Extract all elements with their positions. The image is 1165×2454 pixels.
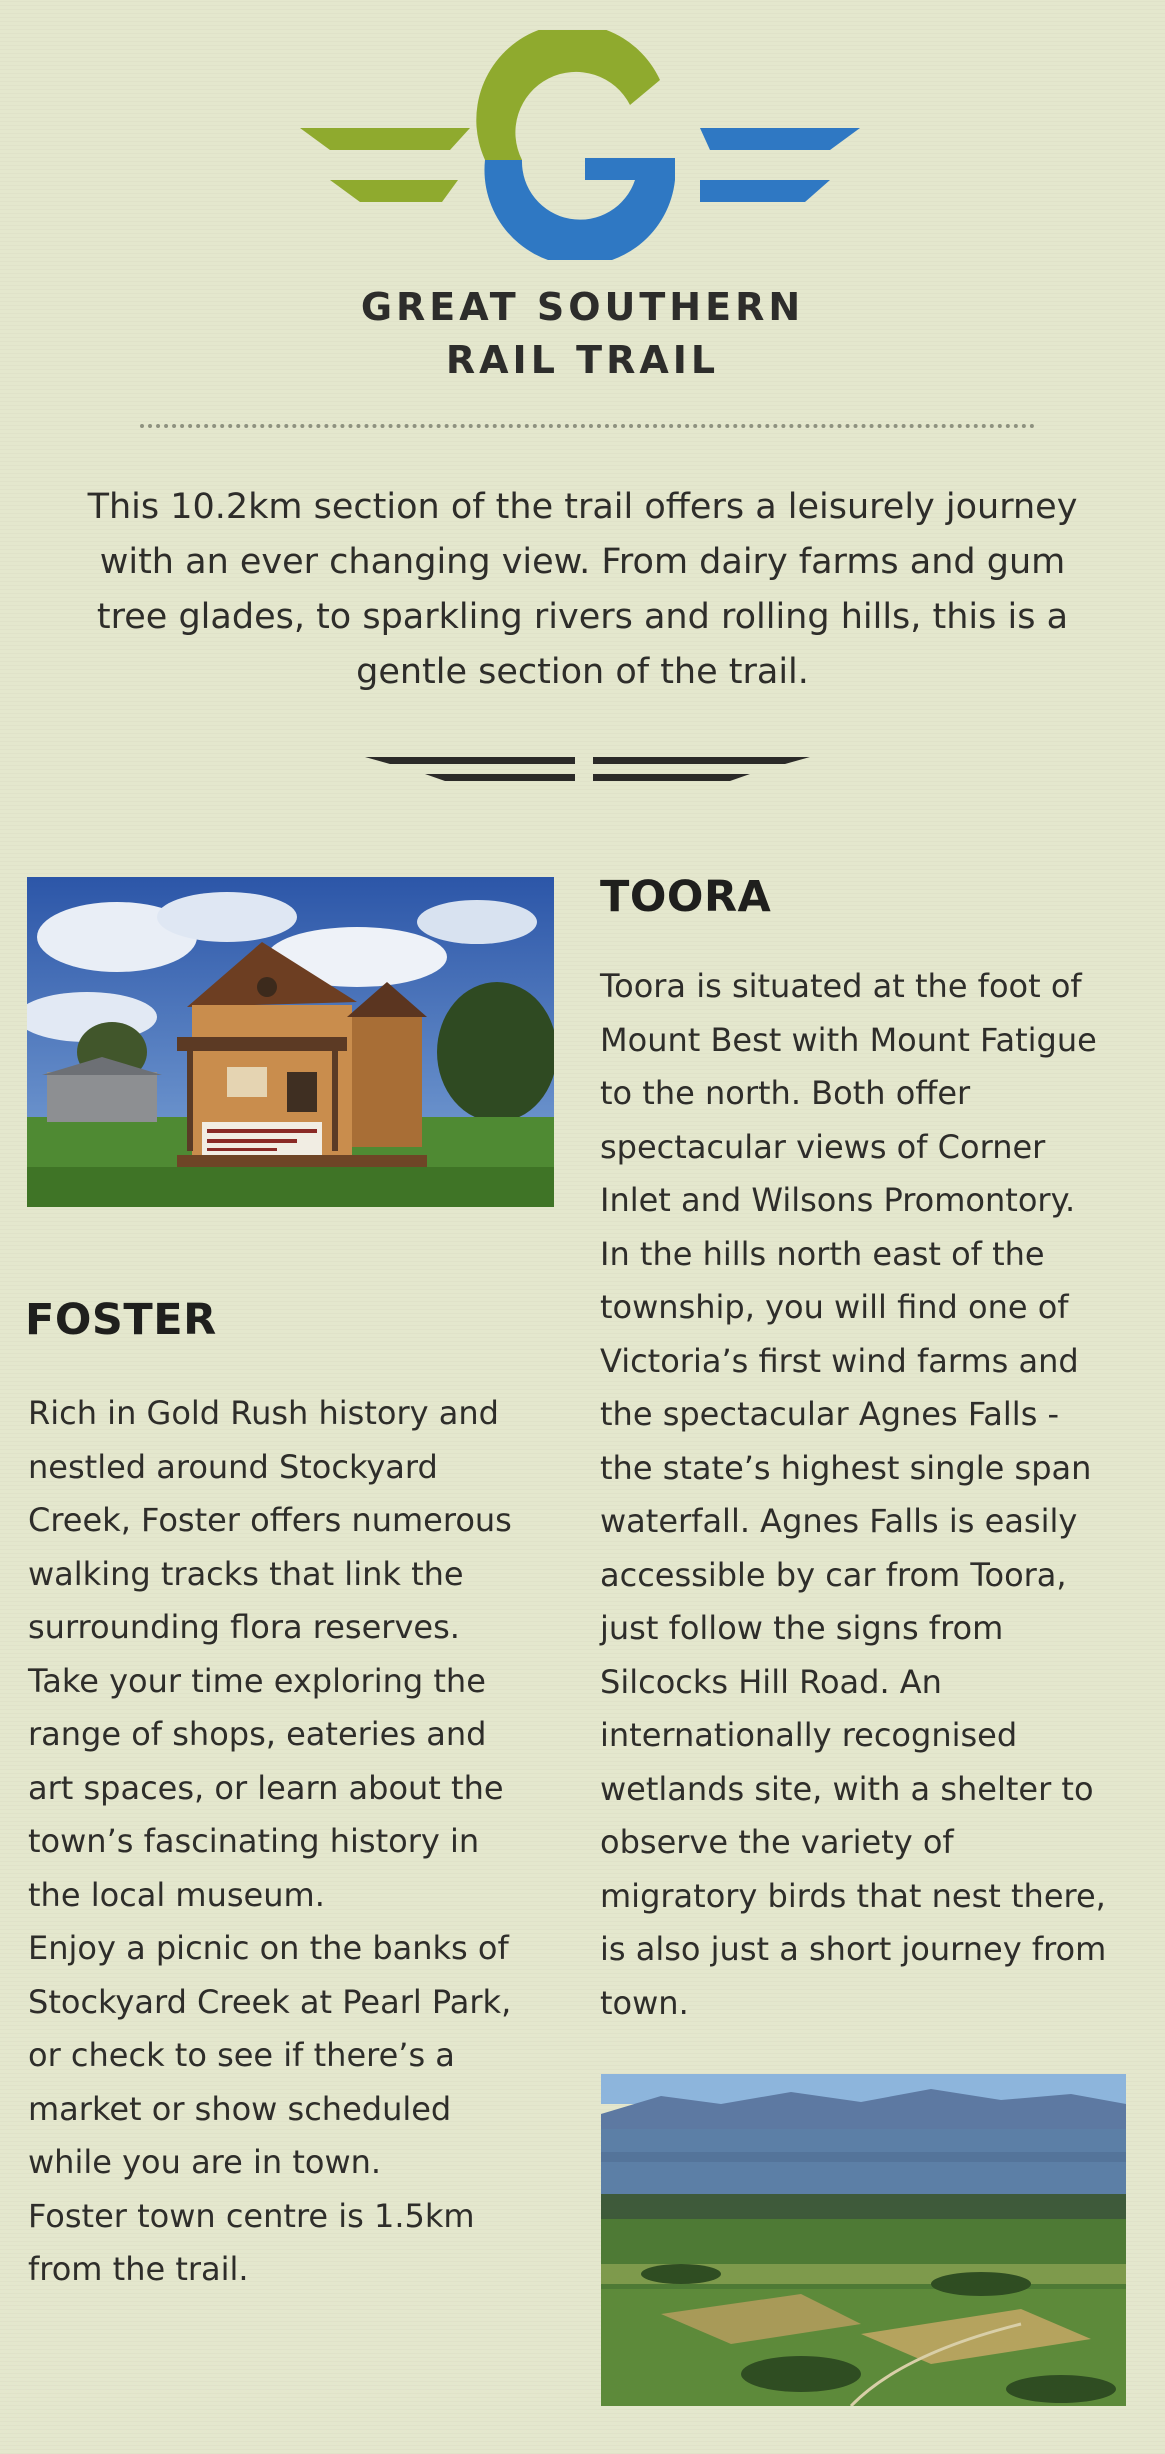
toora-line: internationally recognised [600, 1716, 1018, 1754]
intro-line: with an ever changing view. From dairy farms and gum [99, 542, 1066, 582]
foster-line: town’s fascinating history in [28, 1822, 480, 1860]
toora-line: accessible by car from Toora, [600, 1555, 1067, 1594]
toora-line: town. [600, 1983, 689, 2022]
intro-paragraph [60, 480, 1105, 700]
toora-line: wetlands site, with a shelter to [600, 1769, 1094, 1808]
foster-line: the local museum. [28, 1875, 325, 1914]
foster-line: from the trail. [28, 2250, 249, 2288]
foster-line: walking tracks that link the [28, 1554, 464, 1593]
intro-line: gentle section of the trail. [356, 652, 809, 692]
dotted-divider [140, 424, 1035, 428]
title-line-1: GREAT SOUTHERN [360, 285, 805, 329]
great-southern-rail-trail-logo [300, 30, 860, 260]
foster-museum-photo [27, 877, 554, 1207]
toora-line: is also just a short journey from [600, 1930, 1107, 1968]
foster-line: market or show scheduled [28, 2089, 452, 2128]
toora-line: In the hills north east of the [600, 1234, 1045, 1273]
toora-line: the state’s highest single span [600, 1448, 1092, 1487]
foster-line: Rich in Gold Rush history and [28, 1394, 499, 1432]
intro-line: This 10.2km section of the trail offers a leisurely journey [87, 487, 1078, 527]
foster-line: Foster town centre is 1.5km [28, 2196, 475, 2235]
foster-line: while you are in town. [28, 2143, 382, 2181]
foster-heading: FOSTER [25, 1295, 217, 1345]
toora-line: just follow the signs from [600, 1609, 1004, 1647]
foster-line: or check to see if there’s a [28, 2036, 455, 2074]
corner-inlet-landscape-photo [601, 2074, 1126, 2406]
toora-line: the spectacular Agnes Falls - [600, 1395, 1060, 1433]
foster-line: nestled around Stockyard [28, 1447, 438, 1486]
foster-line: Take your time exploring the [28, 1661, 486, 1700]
toora-line: Silcocks Hill Road. An [600, 1662, 942, 1701]
toora-line: township, you will find one of [600, 1288, 1069, 1326]
intro-line: tree glades, to sparkling rivers and rolling hills, this is a [96, 597, 1069, 637]
foster-paragraph [28, 1387, 573, 2297]
toora-paragraph [600, 960, 1140, 2030]
toora-line: Victoria’s first wind farms and [600, 1341, 1079, 1380]
toora-line: spectacular views of Corner [600, 1127, 1046, 1166]
toora-line: waterfall. Agnes Falls is easily [600, 1502, 1078, 1540]
foster-line: Stockyard Creek at Pearl Park, [28, 1982, 512, 2021]
toora-line: to the north. Both offer [600, 1074, 971, 1112]
toora-line: observe the variety of [600, 1823, 954, 1861]
toora-line: Inlet and Wilsons Promontory. [600, 1181, 1076, 1219]
foster-line: Creek, Foster offers numerous [28, 1501, 512, 1539]
foster-line: range of shops, eateries and [28, 1715, 487, 1753]
rail-divider-ornament [365, 752, 810, 792]
title-line-2: RAIL TRAIL [445, 338, 720, 382]
foster-line: surrounding flora reserves. [28, 1608, 460, 1646]
toora-heading: TOORA [600, 872, 772, 922]
foster-line: art spaces, or learn about the [28, 1768, 504, 1807]
toora-line: Mount Best with Mount Fatigue [600, 1020, 1097, 1059]
toora-line: migratory birds that nest there, [600, 1876, 1106, 1915]
foster-line: Enjoy a picnic on the banks of [28, 1929, 509, 1967]
toora-line: Toora is situated at the foot of [600, 967, 1082, 1005]
